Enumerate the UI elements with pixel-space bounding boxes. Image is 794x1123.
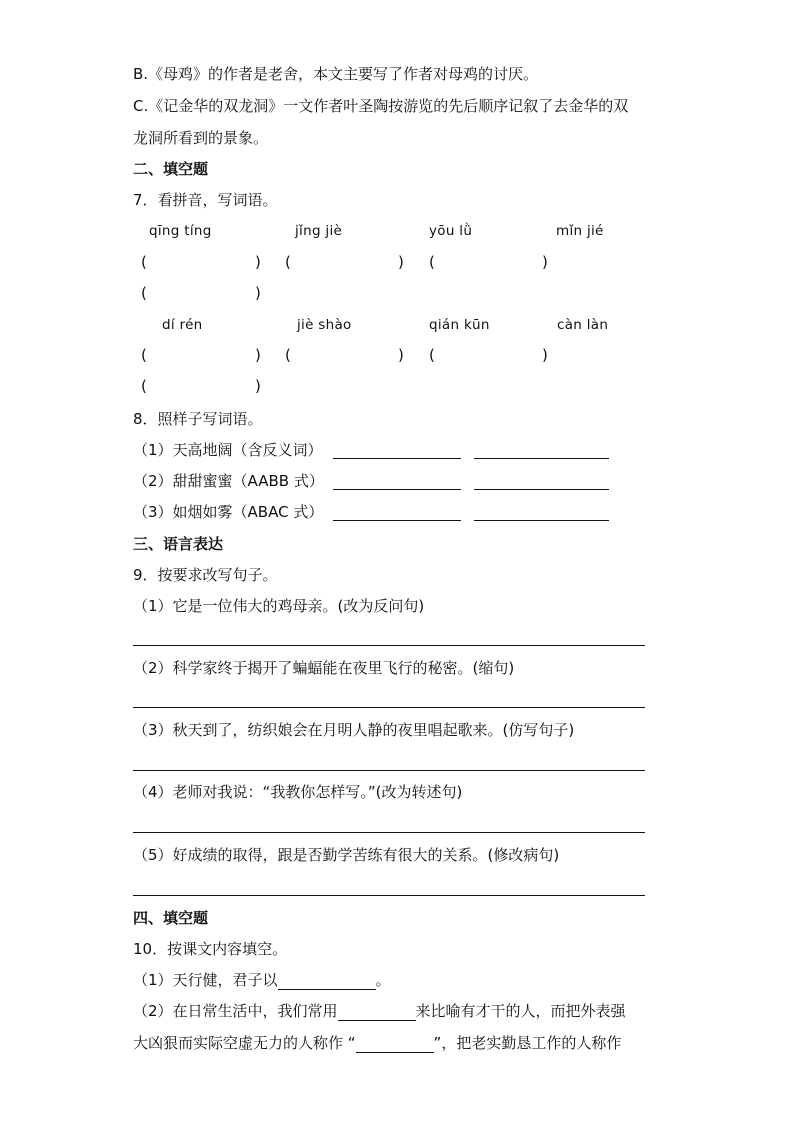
q9-item-3-answer-line[interactable] [133,770,645,771]
pinyin-8: càn làn [557,317,609,333]
q8-item-1-label: （1）天高地阔（含反义词） [133,441,323,459]
q8-item-1-blank-b[interactable] [474,458,609,459]
q10-item-2 [133,1001,626,1021]
answer-paren-1-open: ( [141,253,147,271]
q9-item-4: （4）老师对我说：“我教你怎样写。”(改为转述句) [133,783,463,801]
pinyin-3: yōu lǜ [429,223,473,239]
q10-item-2-text-a: （2）在日常生活中，我们常用 [133,1002,338,1020]
option-c-line1: C.《记金华的双龙洞》一文作者叶圣陶按游览的先后顺序记叙了去金华的双 [133,97,629,115]
pinyin-2: jǐng jiè [295,223,343,239]
section-heading-fill-in: 二、填空题 [133,160,209,178]
section-heading-language-expression: 三、语言表达 [133,535,224,553]
answer-paren-6-open: ( [285,346,291,364]
answer-paren-8-close: ) [255,377,261,395]
answer-paren-2-close: ) [398,253,404,271]
q8-item-2 [133,471,324,491]
answer-paren-5-open: ( [141,346,147,364]
pinyin-5: dí rén [162,317,203,333]
pinyin-7: qián kūn [429,317,490,333]
q10-item-2-blank-a[interactable] [338,1004,416,1021]
q8-item-2-blank-a[interactable] [333,489,461,490]
pinyin-1: qīng tíng [149,223,212,239]
answer-paren-3-open: ( [429,253,435,271]
q10-item-1-end: 。 [375,971,391,989]
section-heading-fill-in-2: 四、填空题 [133,909,209,927]
question-8-stem: 8．照样子写词语。 [133,410,263,428]
answer-paren-4-close: ) [255,284,261,302]
q8-item-2-label: （2）甜甜蜜蜜（AABB 式） [133,472,324,490]
q10-item-2-blank-b[interactable] [356,1036,434,1053]
answer-paren-5-close: ) [255,346,261,364]
answer-paren-6-close: ) [398,346,404,364]
q9-item-2-answer-line[interactable] [133,707,645,708]
question-10-stem: 10．按课文内容填空。 [133,940,288,958]
q10-item-2-text-c: 大凶狠而实际空虚无力的人称作 “ [133,1034,356,1052]
answer-paren-4-open: ( [141,284,147,302]
q10-item-1-text: （1）天行健，君子以 [133,971,278,989]
q9-item-2: （2）科学家终于揭开了蝙蝠能在夜里飞行的秘密。(缩句) [133,659,515,677]
answer-paren-3-close: ) [542,253,548,271]
pinyin-6: jiè shào [297,317,352,333]
q9-item-1-answer-line[interactable] [133,645,645,646]
option-c-line2: 龙洞所看到的景象。 [133,129,269,147]
answer-paren-7-open: ( [429,346,435,364]
q10-item-1 [133,970,391,990]
q9-item-5-answer-line[interactable] [133,895,645,896]
q9-item-4-answer-line[interactable] [133,832,645,833]
pinyin-4: mǐn jié [556,223,604,239]
q9-item-5: （5）好成绩的取得，跟是否勤学苦练有很大的关系。(修改病句) [133,846,560,864]
q8-item-3 [133,502,323,522]
question-7-stem: 7．看拼音，写词语。 [133,191,278,209]
q8-item-3-blank-a[interactable] [333,520,461,521]
question-9-stem: 9．按要求改写句子。 [133,566,278,584]
answer-paren-8-open: ( [141,377,147,395]
q9-item-1: （1）它是一位伟大的鸡母亲。(改为反问句) [133,597,425,615]
q8-item-3-blank-b[interactable] [474,520,609,521]
q10-item-2-text-d: ”，把老实勤恳工作的人称作 [433,1034,622,1052]
answer-paren-7-close: ) [542,346,548,364]
q9-item-3: （3）秋天到了，纺织娘会在月明人静的夜里唱起歌来。(仿写句子) [133,721,575,739]
q10-item-2-text-b: 来比喻有才干的人，而把外表强 [415,1002,626,1020]
option-b: B.《母鸡》的作者是老舍，本文主要写了作者对母鸡的讨厌。 [133,65,539,83]
q8-item-3-label: （3）如烟如雾（ABAC 式） [133,503,324,521]
q10-item-1-blank[interactable] [278,973,376,990]
q8-item-2-blank-b[interactable] [474,489,609,490]
answer-paren-2-open: ( [285,253,291,271]
answer-paren-1-close: ) [255,253,261,271]
q8-item-1 [133,440,323,460]
q8-item-1-blank-a[interactable] [333,458,461,459]
q10-item-2-line2 [133,1033,621,1053]
